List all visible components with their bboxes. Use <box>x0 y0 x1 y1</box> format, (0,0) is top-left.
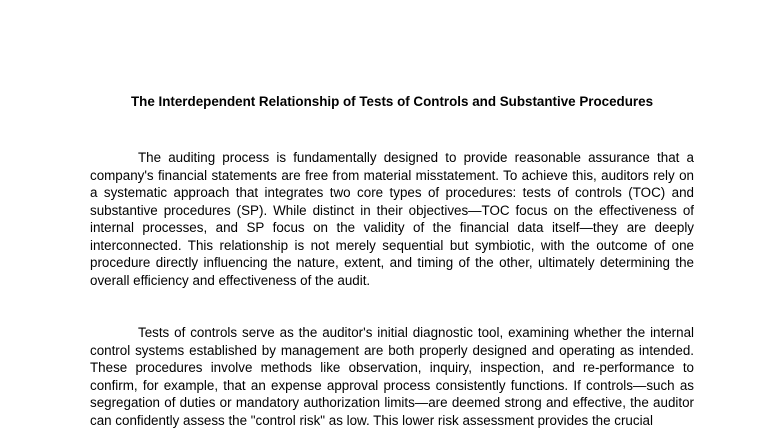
document-title: The Interdependent Relationship of Tests of Controls and Substantive Procedures <box>130 94 654 109</box>
paragraph-1: The auditing process is fundamentally designed to provide reasonable assurance that a company's financial statements are free from material misstatement. To achieve this, auditors rely on a systematic approach that integrates two core types of procedures: tests of controls (TOC) and substantive procedures (SP). While distinct in their objectives—TOC focus on the effectiveness of internal processes, and SP focus on the validity of the financial data itself—they are deeply interconnected. This relationship is not merely sequential but symbiotic, with the outcome of one procedure directly influencing the nature, extent, and timing of the other, ultimately determining the overall efficiency and effectiveness of the audit. <box>90 150 694 288</box>
paragraph-2: Tests of controls serve as the auditor's initial diagnostic tool, examining whether the internal control systems established by management are both properly designed and operating as intended. These procedures involve methods like observation, inquiry, inspection, and re-performance to confirm, for example, that an expense approval process consistently functions. If controls—such as segregation of duties or mandatory authorization limits—are deemed strong and effective, the auditor can confidently assess the "control risk" as low. This lower risk assessment provides the crucial <box>90 325 694 428</box>
